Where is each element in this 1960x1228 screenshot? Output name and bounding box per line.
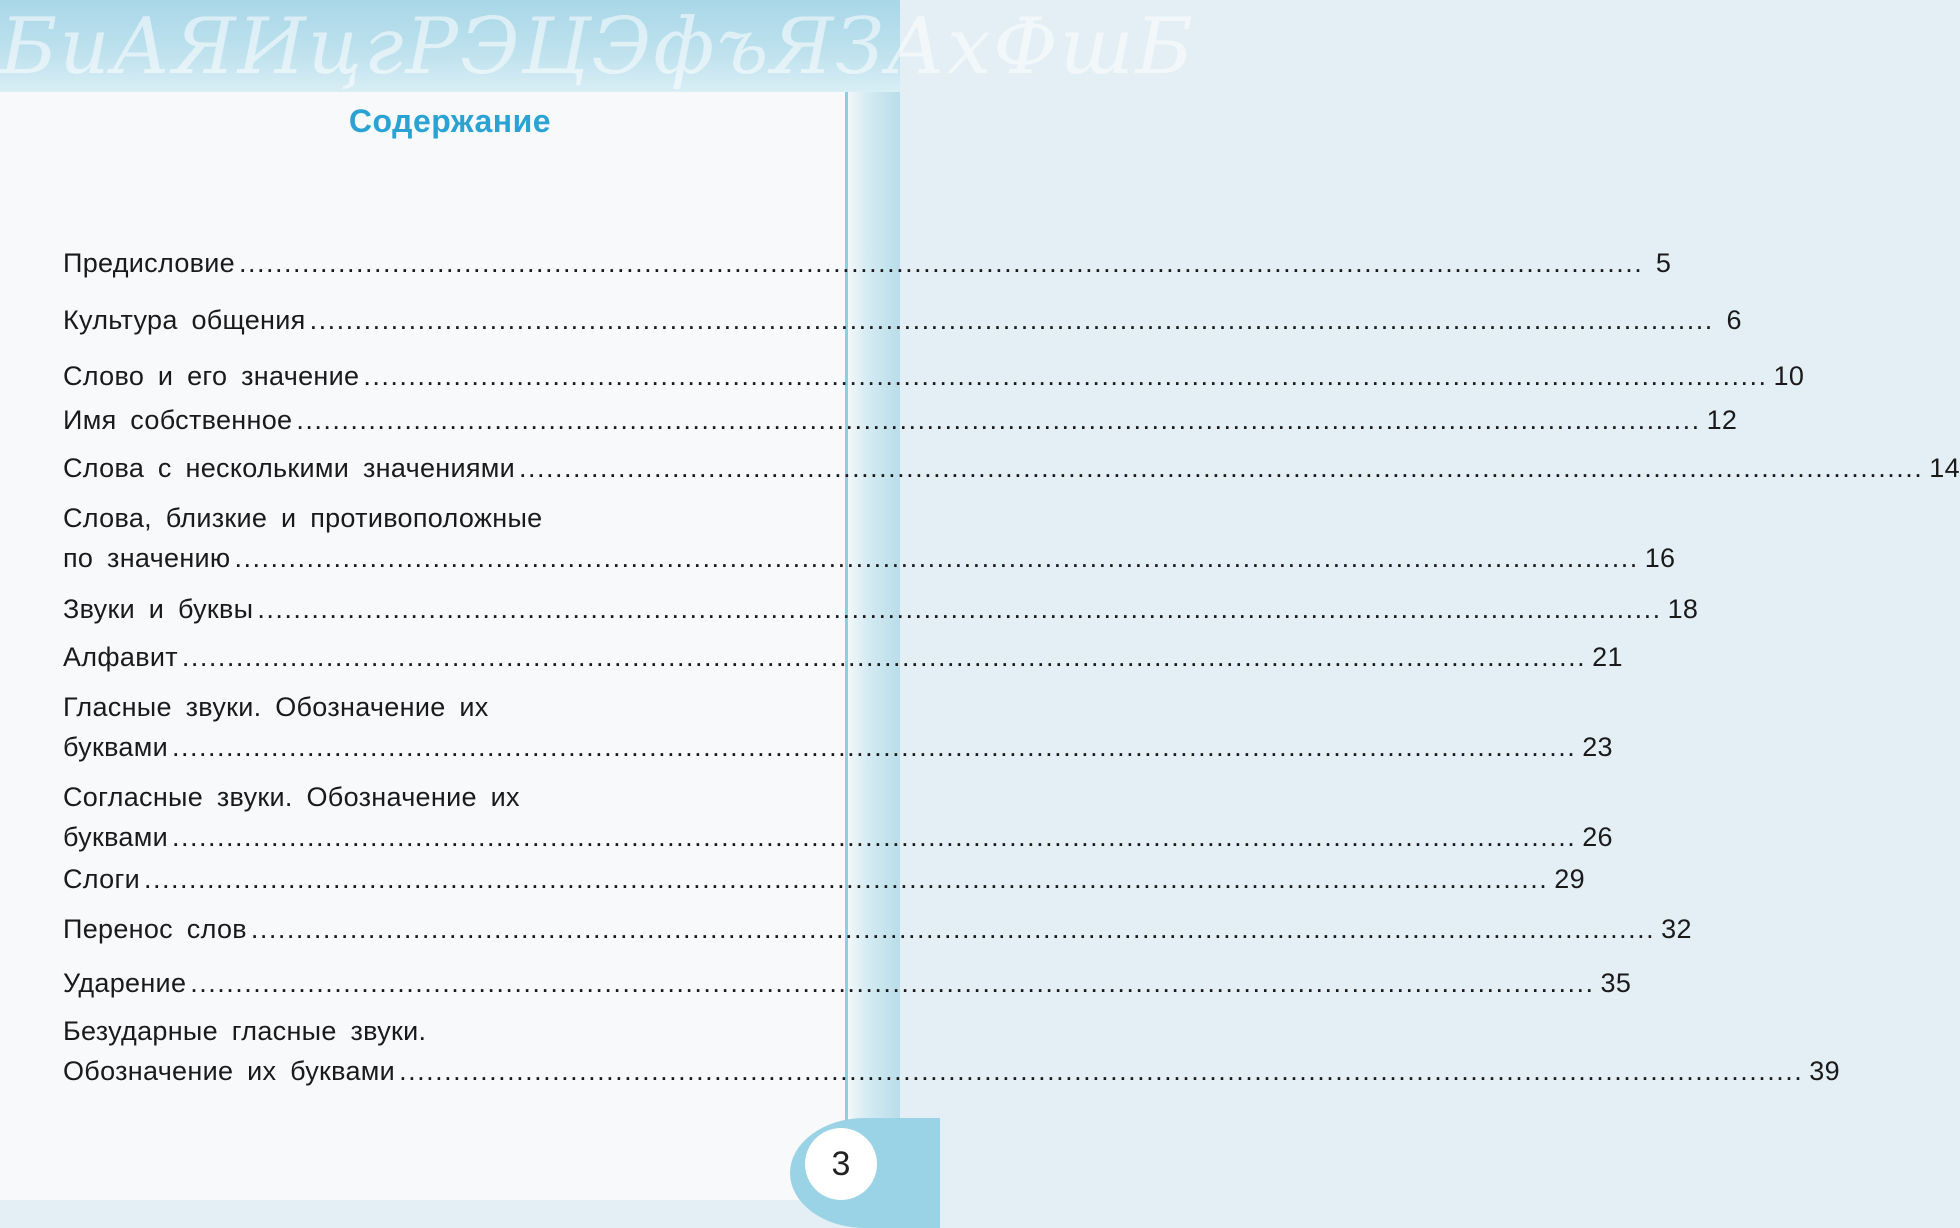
toc-entry[interactable] bbox=[63, 914, 1692, 954]
toc-entry-title: Звуки и буквы bbox=[63, 594, 254, 624]
toc-leader-dots bbox=[172, 822, 1576, 853]
toc-entry[interactable] bbox=[63, 594, 1699, 634]
toc-entry[interactable] bbox=[63, 968, 1632, 1008]
toc-leader-dots bbox=[296, 405, 1700, 436]
toc-page-number: 32 bbox=[1661, 914, 1692, 944]
toc-leader-dots bbox=[251, 914, 1655, 945]
toc-leader-dots bbox=[182, 642, 1586, 673]
toc-page-number: 29 bbox=[1554, 864, 1585, 894]
toc-leader-dots bbox=[519, 453, 1923, 484]
toc-entry[interactable] bbox=[63, 782, 1613, 862]
toc-entry-title: Предисловие bbox=[63, 248, 235, 278]
toc-entry-title: Ударение bbox=[63, 968, 187, 998]
toc-leader-dots bbox=[144, 864, 1548, 895]
toc-leader-dots bbox=[234, 543, 1638, 574]
toc-entry-title: Слова, близкие и противоположные bbox=[63, 503, 543, 533]
toc-leader-dots bbox=[363, 361, 1767, 392]
toc-entry[interactable] bbox=[63, 453, 1960, 493]
toc-page-number: 23 bbox=[1582, 732, 1613, 762]
banner-letters: БиАЯИцгРЭЦЭфъЯЗАхФшБ bbox=[0, 2, 1195, 92]
toc-page-number: 26 bbox=[1582, 822, 1613, 852]
toc-page-number: 6 bbox=[1726, 305, 1742, 335]
toc-entry[interactable] bbox=[63, 361, 1805, 401]
toc-entry[interactable] bbox=[63, 692, 1613, 772]
toc-entry-title: Гласные звуки. Обозначение их bbox=[63, 692, 489, 722]
toc-entry-title: Согласные звуки. Обозначение их bbox=[63, 782, 520, 812]
toc-page-number: 12 bbox=[1706, 405, 1738, 435]
decorative-letter-banner bbox=[0, 0, 1195, 92]
toc-entry[interactable] bbox=[63, 405, 1738, 445]
toc-entry-title: Слова с несколькими значениями bbox=[63, 453, 516, 483]
toc-entry-title-continued: Обозначение их буквами bbox=[63, 1056, 396, 1086]
toc-entry-title: Имя собственное bbox=[63, 405, 293, 435]
toc-entry-title: Перенос слов bbox=[63, 914, 247, 944]
toc-leader-dots bbox=[399, 1056, 1803, 1087]
toc-entry[interactable] bbox=[63, 305, 1742, 345]
toc-entry[interactable] bbox=[63, 642, 1623, 682]
toc-entry-title-continued: по значению bbox=[63, 543, 231, 573]
toc-leader-dots bbox=[239, 248, 1643, 279]
toc-entry-title-continued: буквами bbox=[63, 822, 168, 852]
toc-page-number: 16 bbox=[1644, 543, 1676, 573]
toc-page-number: 14 bbox=[1929, 453, 1960, 483]
toc-page-number: 18 bbox=[1667, 594, 1699, 624]
toc-entry[interactable] bbox=[63, 864, 1585, 904]
toc-page-number: 21 bbox=[1592, 642, 1623, 672]
page-number: 3 bbox=[805, 1128, 877, 1200]
toc-leader-dots bbox=[257, 594, 1661, 625]
toc-entry[interactable] bbox=[63, 1016, 1840, 1096]
toc-entry-title: Слово и его значение bbox=[63, 361, 360, 391]
toc-page-number: 35 bbox=[1600, 968, 1632, 998]
toc-entry[interactable] bbox=[63, 248, 1672, 288]
toc-entry[interactable] bbox=[63, 503, 1676, 583]
toc-leader-dots bbox=[172, 732, 1576, 763]
page-title: Содержание bbox=[348, 103, 552, 139]
toc-leader-dots bbox=[190, 968, 1594, 999]
toc-entry-title: Алфавит bbox=[63, 642, 178, 672]
toc-page-number: 10 bbox=[1773, 361, 1805, 391]
toc-entry-title: Культура общения bbox=[63, 305, 306, 335]
toc-entry-title: Слоги bbox=[63, 864, 141, 894]
toc-leader-dots bbox=[310, 305, 1714, 336]
toc-page-number: 39 bbox=[1809, 1056, 1840, 1086]
toc-entry-title: Безударные гласные звуки. bbox=[63, 1016, 427, 1046]
toc-entry-title-continued: буквами bbox=[63, 732, 168, 762]
toc-page-number: 5 bbox=[1655, 248, 1672, 278]
